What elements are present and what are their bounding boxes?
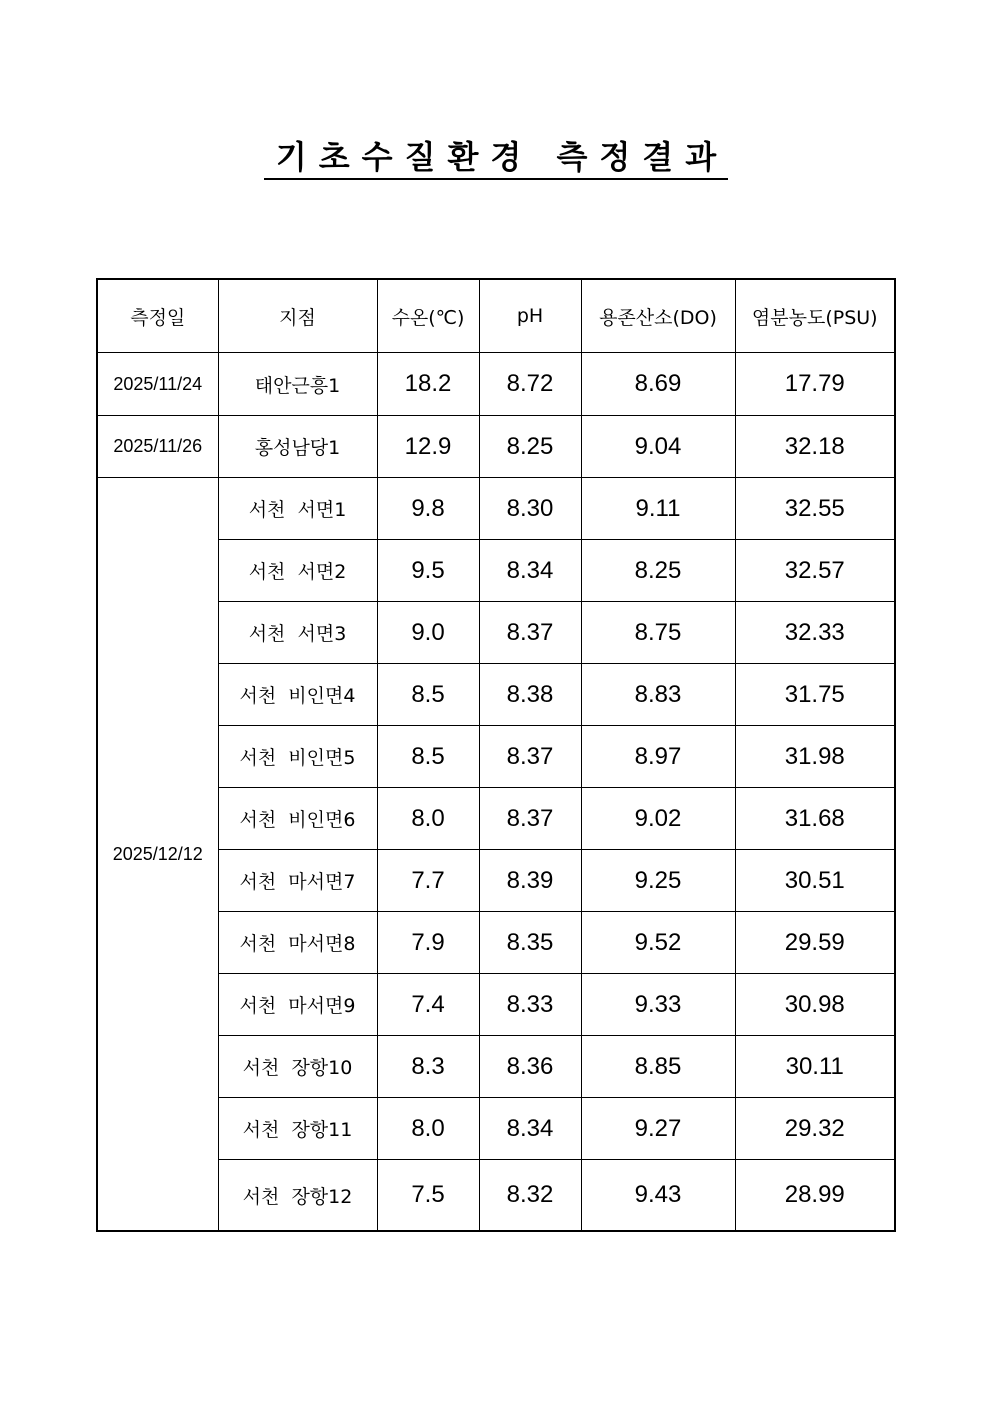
psu-cell: 31.98 bbox=[735, 726, 895, 788]
do-cell: 8.83 bbox=[581, 664, 735, 726]
site-cell: 서천 장항12 bbox=[218, 1160, 377, 1232]
psu-cell: 30.51 bbox=[735, 850, 895, 912]
site-cell: 서천 마서면8 bbox=[218, 912, 377, 974]
header-water-temp: 수온(℃) bbox=[377, 279, 479, 353]
temp-cell: 18.2 bbox=[377, 353, 479, 416]
ph-cell: 8.38 bbox=[479, 664, 581, 726]
ph-cell: 8.32 bbox=[479, 1160, 581, 1232]
ph-cell: 8.37 bbox=[479, 602, 581, 664]
do-cell: 9.11 bbox=[581, 478, 735, 540]
table-header-row bbox=[97, 279, 895, 353]
temp-cell: 7.5 bbox=[377, 1160, 479, 1232]
psu-cell: 31.68 bbox=[735, 788, 895, 850]
temp-cell: 8.3 bbox=[377, 1036, 479, 1098]
site-cell: 서천 비인면6 bbox=[218, 788, 377, 850]
temp-cell: 9.8 bbox=[377, 478, 479, 540]
temp-cell: 9.0 bbox=[377, 602, 479, 664]
ph-cell: 8.37 bbox=[479, 788, 581, 850]
site-cell: 홍성남당1 bbox=[218, 416, 377, 478]
header-ph: pH bbox=[479, 279, 581, 353]
temp-cell: 9.5 bbox=[377, 540, 479, 602]
do-cell: 8.25 bbox=[581, 540, 735, 602]
psu-cell: 31.75 bbox=[735, 664, 895, 726]
ph-cell: 8.72 bbox=[479, 353, 581, 416]
document-title-wrapper bbox=[0, 138, 992, 180]
site-cell: 서천 비인면4 bbox=[218, 664, 377, 726]
temp-cell: 7.9 bbox=[377, 912, 479, 974]
site-cell: 서천 마서면9 bbox=[218, 974, 377, 1036]
temp-cell: 12.9 bbox=[377, 416, 479, 478]
do-cell: 9.25 bbox=[581, 850, 735, 912]
site-cell: 서천 마서면7 bbox=[218, 850, 377, 912]
psu-cell: 30.11 bbox=[735, 1036, 895, 1098]
header-date: 측정일 bbox=[97, 279, 218, 353]
psu-cell: 32.55 bbox=[735, 478, 895, 540]
do-cell: 9.02 bbox=[581, 788, 735, 850]
table-row bbox=[97, 478, 895, 540]
temp-cell: 7.7 bbox=[377, 850, 479, 912]
do-cell: 9.27 bbox=[581, 1098, 735, 1160]
psu-cell: 30.98 bbox=[735, 974, 895, 1036]
site-cell: 서천 장항11 bbox=[218, 1098, 377, 1160]
do-cell: 9.04 bbox=[581, 416, 735, 478]
date-cell: 2025/11/26 bbox=[97, 416, 218, 478]
ph-cell: 8.30 bbox=[479, 478, 581, 540]
measurement-results-table bbox=[96, 278, 896, 1232]
psu-cell: 17.79 bbox=[735, 353, 895, 416]
do-cell: 9.43 bbox=[581, 1160, 735, 1232]
site-cell: 서천 서면2 bbox=[218, 540, 377, 602]
psu-cell: 29.59 bbox=[735, 912, 895, 974]
psu-cell: 32.18 bbox=[735, 416, 895, 478]
psu-cell: 29.32 bbox=[735, 1098, 895, 1160]
table-row bbox=[97, 353, 895, 416]
header-site: 지점 bbox=[218, 279, 377, 353]
psu-cell: 28.99 bbox=[735, 1160, 895, 1232]
do-cell: 8.97 bbox=[581, 726, 735, 788]
do-cell: 8.85 bbox=[581, 1036, 735, 1098]
date-cell: 2025/12/12 bbox=[97, 478, 218, 1232]
do-cell: 8.75 bbox=[581, 602, 735, 664]
ph-cell: 8.37 bbox=[479, 726, 581, 788]
ph-cell: 8.25 bbox=[479, 416, 581, 478]
site-cell: 태안근흥1 bbox=[218, 353, 377, 416]
header-dissolved-oxygen: 용존산소(DO) bbox=[581, 279, 735, 353]
psu-cell: 32.33 bbox=[735, 602, 895, 664]
site-cell: 서천 비인면5 bbox=[218, 726, 377, 788]
header-salinity: 염분농도(PSU) bbox=[735, 279, 895, 353]
temp-cell: 7.4 bbox=[377, 974, 479, 1036]
document-title: 기초수질환경 측정결과 bbox=[264, 138, 728, 180]
ph-cell: 8.33 bbox=[479, 974, 581, 1036]
ph-cell: 8.34 bbox=[479, 540, 581, 602]
do-cell: 9.52 bbox=[581, 912, 735, 974]
temp-cell: 8.5 bbox=[377, 726, 479, 788]
table-row bbox=[97, 416, 895, 478]
date-cell: 2025/11/24 bbox=[97, 353, 218, 416]
psu-cell: 32.57 bbox=[735, 540, 895, 602]
site-cell: 서천 서면3 bbox=[218, 602, 377, 664]
site-cell: 서천 서면1 bbox=[218, 478, 377, 540]
ph-cell: 8.34 bbox=[479, 1098, 581, 1160]
temp-cell: 8.5 bbox=[377, 664, 479, 726]
ph-cell: 8.39 bbox=[479, 850, 581, 912]
ph-cell: 8.36 bbox=[479, 1036, 581, 1098]
do-cell: 8.69 bbox=[581, 353, 735, 416]
temp-cell: 8.0 bbox=[377, 1098, 479, 1160]
ph-cell: 8.35 bbox=[479, 912, 581, 974]
temp-cell: 8.0 bbox=[377, 788, 479, 850]
do-cell: 9.33 bbox=[581, 974, 735, 1036]
site-cell: 서천 장항10 bbox=[218, 1036, 377, 1098]
